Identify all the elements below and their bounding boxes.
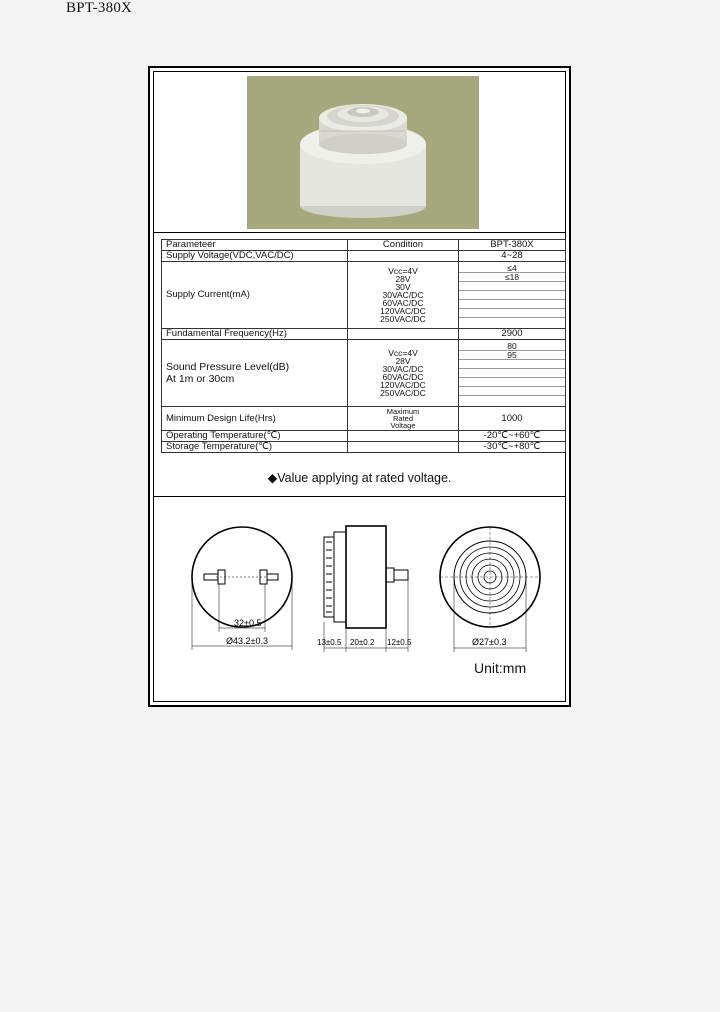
top-view (440, 527, 540, 652)
value-line (459, 378, 565, 387)
header-model: BPT-380X (459, 240, 566, 251)
dim-body-depth: 20±0.2 (350, 638, 375, 647)
table-row (162, 431, 566, 442)
condition-line: 30V (395, 282, 411, 292)
value-cell: 4~28 (459, 251, 566, 262)
condition-cell (348, 262, 459, 329)
condition-line: 30VAC/DC (382, 290, 424, 300)
table-header-row (162, 240, 566, 251)
value-line (459, 291, 565, 300)
side-view (324, 526, 408, 652)
value-cell: 1000 (459, 407, 566, 431)
value-cell: -30℃~+80℃ (459, 442, 566, 453)
param-label (162, 340, 348, 407)
dim-inner-diameter: Ø27±0.3 (472, 637, 507, 647)
dim-terminal-length: 12±0.5 (387, 638, 412, 647)
value-line: 95 (459, 351, 565, 360)
condition-line: 250VAC/DC (380, 388, 426, 398)
condition-cell (348, 340, 459, 407)
datasheet-frame (148, 66, 571, 707)
condition-line: 60VAC/DC (382, 298, 424, 308)
condition-line: Vcc=4V (388, 266, 418, 276)
condition-cell (348, 431, 459, 442)
mechanical-drawing (174, 502, 554, 682)
dim-front-depth: 13±0.5 (317, 638, 342, 647)
value-line: 80 (459, 342, 565, 351)
unit-label: Unit:mm (474, 660, 527, 676)
param-label-line: Sound Pressure Level(dB) (166, 361, 290, 373)
condition-cell (348, 329, 459, 340)
condition-cell (348, 407, 459, 431)
divider (154, 496, 565, 497)
value-line: ≤4 (459, 264, 565, 273)
condition-line: 60VAC/DC (382, 372, 424, 382)
param-label: Fundamental Frequency(Hz) (162, 329, 348, 340)
product-photo (247, 76, 479, 229)
header-condition: Condition (348, 240, 459, 251)
condition-line: Vcc=4V (388, 348, 418, 358)
table-row (162, 262, 566, 329)
value-line (459, 396, 565, 404)
param-label: Supply Voltage(VDC,VAC/DC) (162, 251, 348, 262)
value-cell (459, 262, 566, 329)
document-title: BPT-380X (66, 0, 133, 16)
condition-line: 120VAC/DC (380, 380, 426, 390)
footnote: ◆Value applying at rated voltage. (267, 471, 452, 485)
value-line (459, 387, 565, 396)
value-line (459, 282, 565, 291)
divider (154, 232, 565, 233)
dim-outer-diameter: Ø43.2±0.3 (226, 636, 268, 646)
condition-line: Voltage (390, 421, 416, 430)
param-label-line: At 1m or 30cm (166, 373, 235, 385)
condition-line: 28V (395, 274, 411, 284)
table-row (162, 407, 566, 431)
param-label: Storage Temperature(℃) (162, 442, 348, 453)
param-label: Supply Current(mA) (162, 262, 348, 329)
table-row (162, 329, 566, 340)
value-line: ≤18 (459, 273, 565, 282)
value-line (459, 318, 565, 326)
value-line (459, 309, 565, 318)
value-line (459, 360, 565, 369)
condition-line: Maximum (386, 407, 420, 416)
param-label: Operating Temperature(℃) (162, 431, 348, 442)
table-row (162, 442, 566, 453)
header-parameter: Parameteer (162, 240, 348, 251)
value-cell (459, 340, 566, 407)
value-cell: -20℃~+60℃ (459, 431, 566, 442)
specification-table (161, 239, 566, 453)
condition-cell (348, 442, 459, 453)
value-line (459, 300, 565, 309)
condition-cell (348, 251, 459, 262)
dim-pin-spacing: 32±0.5 (234, 618, 262, 628)
front-view (192, 527, 292, 650)
value-cell: 2900 (459, 329, 566, 340)
table-row (162, 251, 566, 262)
condition-line: 30VAC/DC (382, 364, 424, 374)
table-row (162, 340, 566, 407)
condition-line: 250VAC/DC (380, 314, 426, 324)
condition-line: 28V (395, 356, 411, 366)
datasheet-inner-border (153, 71, 566, 702)
value-line (459, 369, 565, 378)
condition-line: Rated (392, 414, 413, 423)
param-label: Minimum Design Life(Hrs) (162, 407, 348, 431)
condition-line: 120VAC/DC (380, 306, 426, 316)
